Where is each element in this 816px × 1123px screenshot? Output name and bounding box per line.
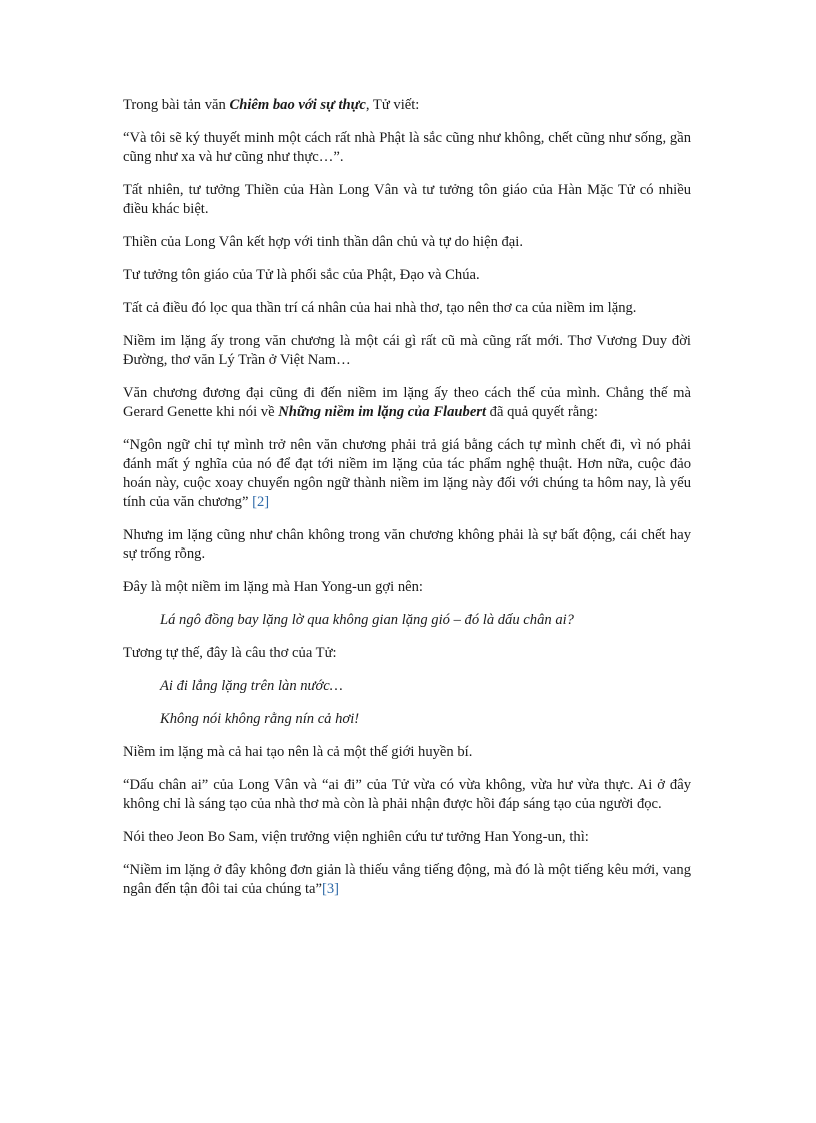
paragraph-han-yong-un: Đây là một niềm im lặng mà Han Yong-un gợi nên:	[123, 579, 423, 595]
quote-tu: “Và tôi sẽ ký thuyết minh một cách rất nhà Phật là sắc cũng như không, chết cũng như sống, gần cũng như xa và hư cũng như thực…”.	[123, 130, 691, 165]
genette-text-end: đã quả quyết rằng:	[486, 404, 598, 420]
document-page	[123, 96, 691, 913]
quote-genette	[123, 436, 691, 512]
essay-title: Chiêm bao với sự thực	[229, 97, 366, 113]
paragraph-old-new: Niềm im lặng ấy trong văn chương là một cái gì rất cũ mà cũng rất mới. Thơ Vương Duy đời Đường, thơ văn Lý Trần ở Việt Nam…	[123, 333, 691, 368]
quote-jeon-bo-sam	[123, 861, 691, 899]
intro-text-end: , Tử viết:	[365, 97, 420, 113]
verse-han-yong-un: Lá ngô đồng bay lặng lờ qua không gian lặng gió – đó là dấu chân ai?	[160, 612, 574, 628]
genette-work-title: Những niềm im lặng của Flaubert	[278, 404, 487, 420]
genette-text: Văn chương đương đại cũng đi đến niềm im lặng ấy theo cách thế của mình. Chẳng thế mà Gerard Genette khi nói về	[123, 385, 691, 420]
verse-tu-line-2: Không nói không rằng nín cả hơi!	[160, 711, 360, 727]
paragraph-mystery: Niềm im lặng mà cả hai tạo nên là cả một thế giới huyền bí.	[123, 744, 473, 760]
quote-genette-text: “Ngôn ngữ chỉ tự mình trở nên văn chương phải trả giá bằng cách tự mình chết đi, vì nó phải đánh mất ý nghĩa của nó để đạt tới niềm im lặng của tác phẩm nghệ thuật. Hơn nữa, cuộc đảo hoán này, cuộc xoay chuyển ngôn ngữ thành niềm im lặng này đối với chúng ta hôm nay, là yếu tính của văn chương”	[123, 437, 691, 510]
paragraph-intro	[123, 96, 691, 115]
paragraph-zen: Thiền của Long Vân kết hợp với tinh thần dân chủ và tự do hiện đại.	[123, 234, 523, 250]
intro-text: Trong bài tản văn	[123, 97, 230, 113]
paragraph-not-stillness: Nhưng im lặng cũng như chân không trong văn chương không phải là sự bất động, cái chết hay sự trống rỗng.	[123, 527, 691, 562]
paragraph-difference: Tất nhiên, tư tưởng Thiền của Hàn Long Vân và tư tưởng tôn giáo của Hàn Mặc Tử có nhiều điều khác biệt.	[123, 182, 691, 217]
paragraph-religion: Tư tưởng tôn giáo của Tử là phối sắc của Phật, Đạo và Chúa.	[123, 267, 480, 283]
quote-jeon-bo-sam-text: “Niềm im lặng ở đây không đơn giản là thiếu vắng tiếng động, mà đó là một tiếng kêu mới, vang ngân đến tận đôi tai của chúng ta”	[123, 862, 691, 897]
paragraph-jeon-bo-sam: Nói theo Jeon Bo Sam, viện trưởng viện nghiên cứu tư tưởng Han Yong-un, thì:	[123, 829, 589, 845]
paragraph-footprint: “Dấu chân ai” của Long Vân và “ai đi” của Tử vừa có vừa không, vừa hư vừa thực. Ai ở đây không chỉ là sáng tạo của nhà thơ mà còn là phải nhận được hồi đáp sáng tạo của người đọc.	[123, 777, 691, 812]
footnote-ref-2[interactable]: [2]	[252, 494, 270, 510]
footnote-ref-3[interactable]: [3]	[321, 881, 339, 897]
verse-tu-line-1: Ai đi lẳng lặng trên làn nước…	[160, 678, 343, 694]
paragraph-genette	[123, 384, 691, 422]
paragraph-silence-poetry: Tất cả điều đó lọc qua thần trí cá nhân của hai nhà thơ, tạo nên thơ ca của niềm im lặng.	[123, 300, 637, 316]
paragraph-tu-verse-intro: Tương tự thế, đây là câu thơ của Tử:	[123, 645, 337, 661]
